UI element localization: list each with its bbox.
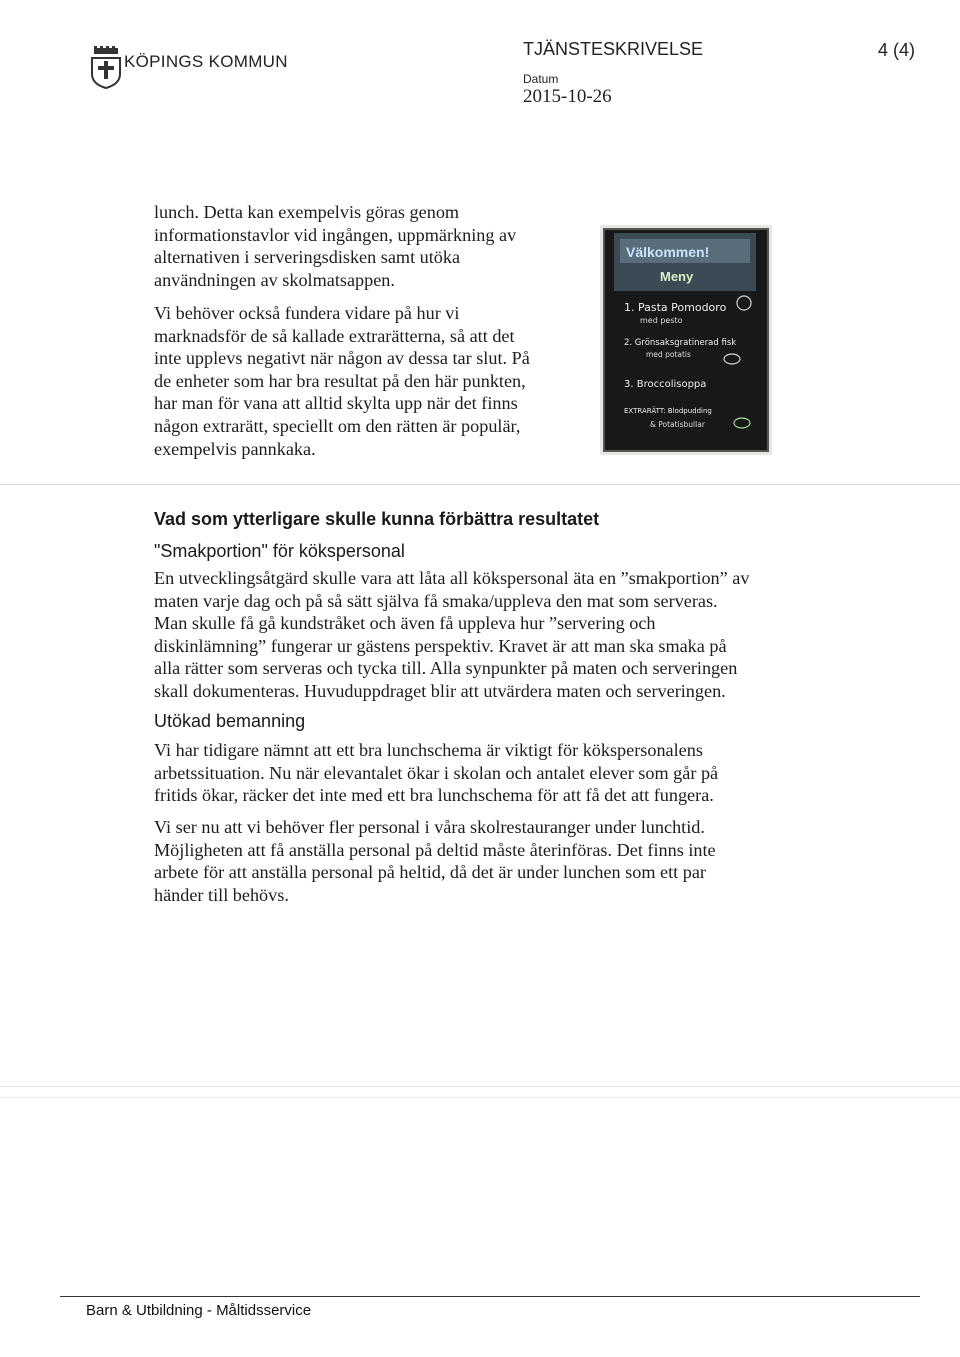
text-line: händer till behövs. (154, 884, 289, 905)
board-title-1: Välkommen! (626, 244, 710, 260)
text-line: Vi har tidigare nämnt att ett bra lunchschema är viktigt för kökspersonalens (154, 740, 703, 760)
smakportion-paragraph (154, 567, 854, 703)
text-line: arbetssituation. Nu när elevantalet ökar i skolan och antalet elever som går på (154, 762, 719, 783)
text-line: diskinlämning” fungerar ur gästens perspektiv. Kravet är att man ska smaka på (154, 635, 727, 656)
text-line: informationstavlor vid ingången, uppmärkning av (154, 224, 517, 245)
text-line: skall dokumenteras. Huvuduppdraget blir att utvärdera maten och serveringen. (154, 680, 726, 701)
intro-paragraph-1 (154, 201, 574, 291)
text-line: exempelvis pannkaka. (154, 438, 316, 459)
text-line: fritids ökar, räcker det inte med ett bra lunchschema för att få det att fungera. (154, 785, 714, 806)
text-line: inte upplevs negativt när någon av dessa tar slut. På (154, 348, 530, 369)
text-line: Man skulle få gå kundstråket och även få uppleva hur ”servering och (154, 613, 656, 634)
text-line: marknadsför de så kallade extrarätterna, så att det (154, 325, 515, 346)
intro-paragraph-2 (154, 302, 574, 460)
text-line: har man för vana att alltid skylta upp när det finns (154, 393, 518, 414)
section-divider (0, 484, 960, 485)
date-value: 2015-10-26 (523, 86, 612, 107)
subheading-bemanning: Utökad bemanning (154, 711, 306, 731)
text-line: alternativen i serveringsdisken samt utöka (154, 247, 461, 268)
page-number: 4 (4) (878, 40, 916, 60)
menu-item-2: 2. Grönsaksgratinerad fisk (624, 338, 737, 348)
menu-item-1b: med pesto (640, 316, 683, 325)
text-line: användningen av skolmatsappen. (154, 269, 395, 290)
text-line: arbete för att anställa personal på heltid, då det är under lunchen som ett par (154, 862, 706, 883)
text-line: Vi behöver också fundera vidare på hur vi (154, 303, 460, 323)
menu-board-photo (600, 225, 772, 455)
page-divider (0, 1086, 960, 1087)
footer-text: Barn & Utbildning - Måltidsservice (86, 1302, 312, 1319)
bemanning-paragraph-1 (154, 739, 854, 807)
menu-item-2b: med potatis (646, 350, 691, 359)
text-line: lunch. Detta kan exempelvis göras genom (154, 202, 460, 222)
bemanning-paragraph-2 (154, 816, 854, 906)
text-line: alla rätter som serveras och tycka till. Alla synpunkter på maten och serveringen (154, 658, 738, 679)
text-line: någon extrarätt, speciellt om den rätten är populär, (154, 415, 521, 436)
text-line: de enheter som har bra resultat på den här punkten, (154, 370, 526, 391)
text-line: maten varje dag och på så sätt själva få smaka/uppleva den mat som serveras. (154, 590, 718, 611)
text-line: En utvecklingsåtgärd skulle vara att låta all kökspersonal äta en ”smakportion” av (154, 568, 750, 588)
board-title-2: Meny (660, 269, 694, 284)
coat-of-arms-icon (88, 46, 124, 90)
date-label: Datum (523, 72, 559, 86)
page-divider (0, 1097, 960, 1098)
menu-item-1: 1. Pasta Pomodoro (624, 301, 727, 314)
org-name: KÖPINGS KOMMUN (124, 52, 288, 71)
subheading-smakportion: "Smakportion" för kökspersonal (154, 541, 405, 561)
footer-rule (60, 1296, 920, 1297)
menu-extra: EXTRARÄTT: Blodpudding (624, 407, 712, 415)
menu-extra-2: & Potatisbullar (650, 420, 705, 429)
text-line: Möjligheten att få anställa personal på deltid måste återinföras. Det finns inte (154, 839, 716, 860)
document-type: TJÄNSTESKRIVELSE (523, 39, 704, 59)
text-line: Vi ser nu att vi behöver fler personal i våra skolrestauranger under lunchtid. (154, 817, 705, 837)
menu-item-3: 3. Broccolisoppa (624, 379, 707, 390)
section-heading: Vad som ytterligare skulle kunna förbättra resultatet (154, 509, 600, 529)
menu-board-image (600, 225, 772, 455)
